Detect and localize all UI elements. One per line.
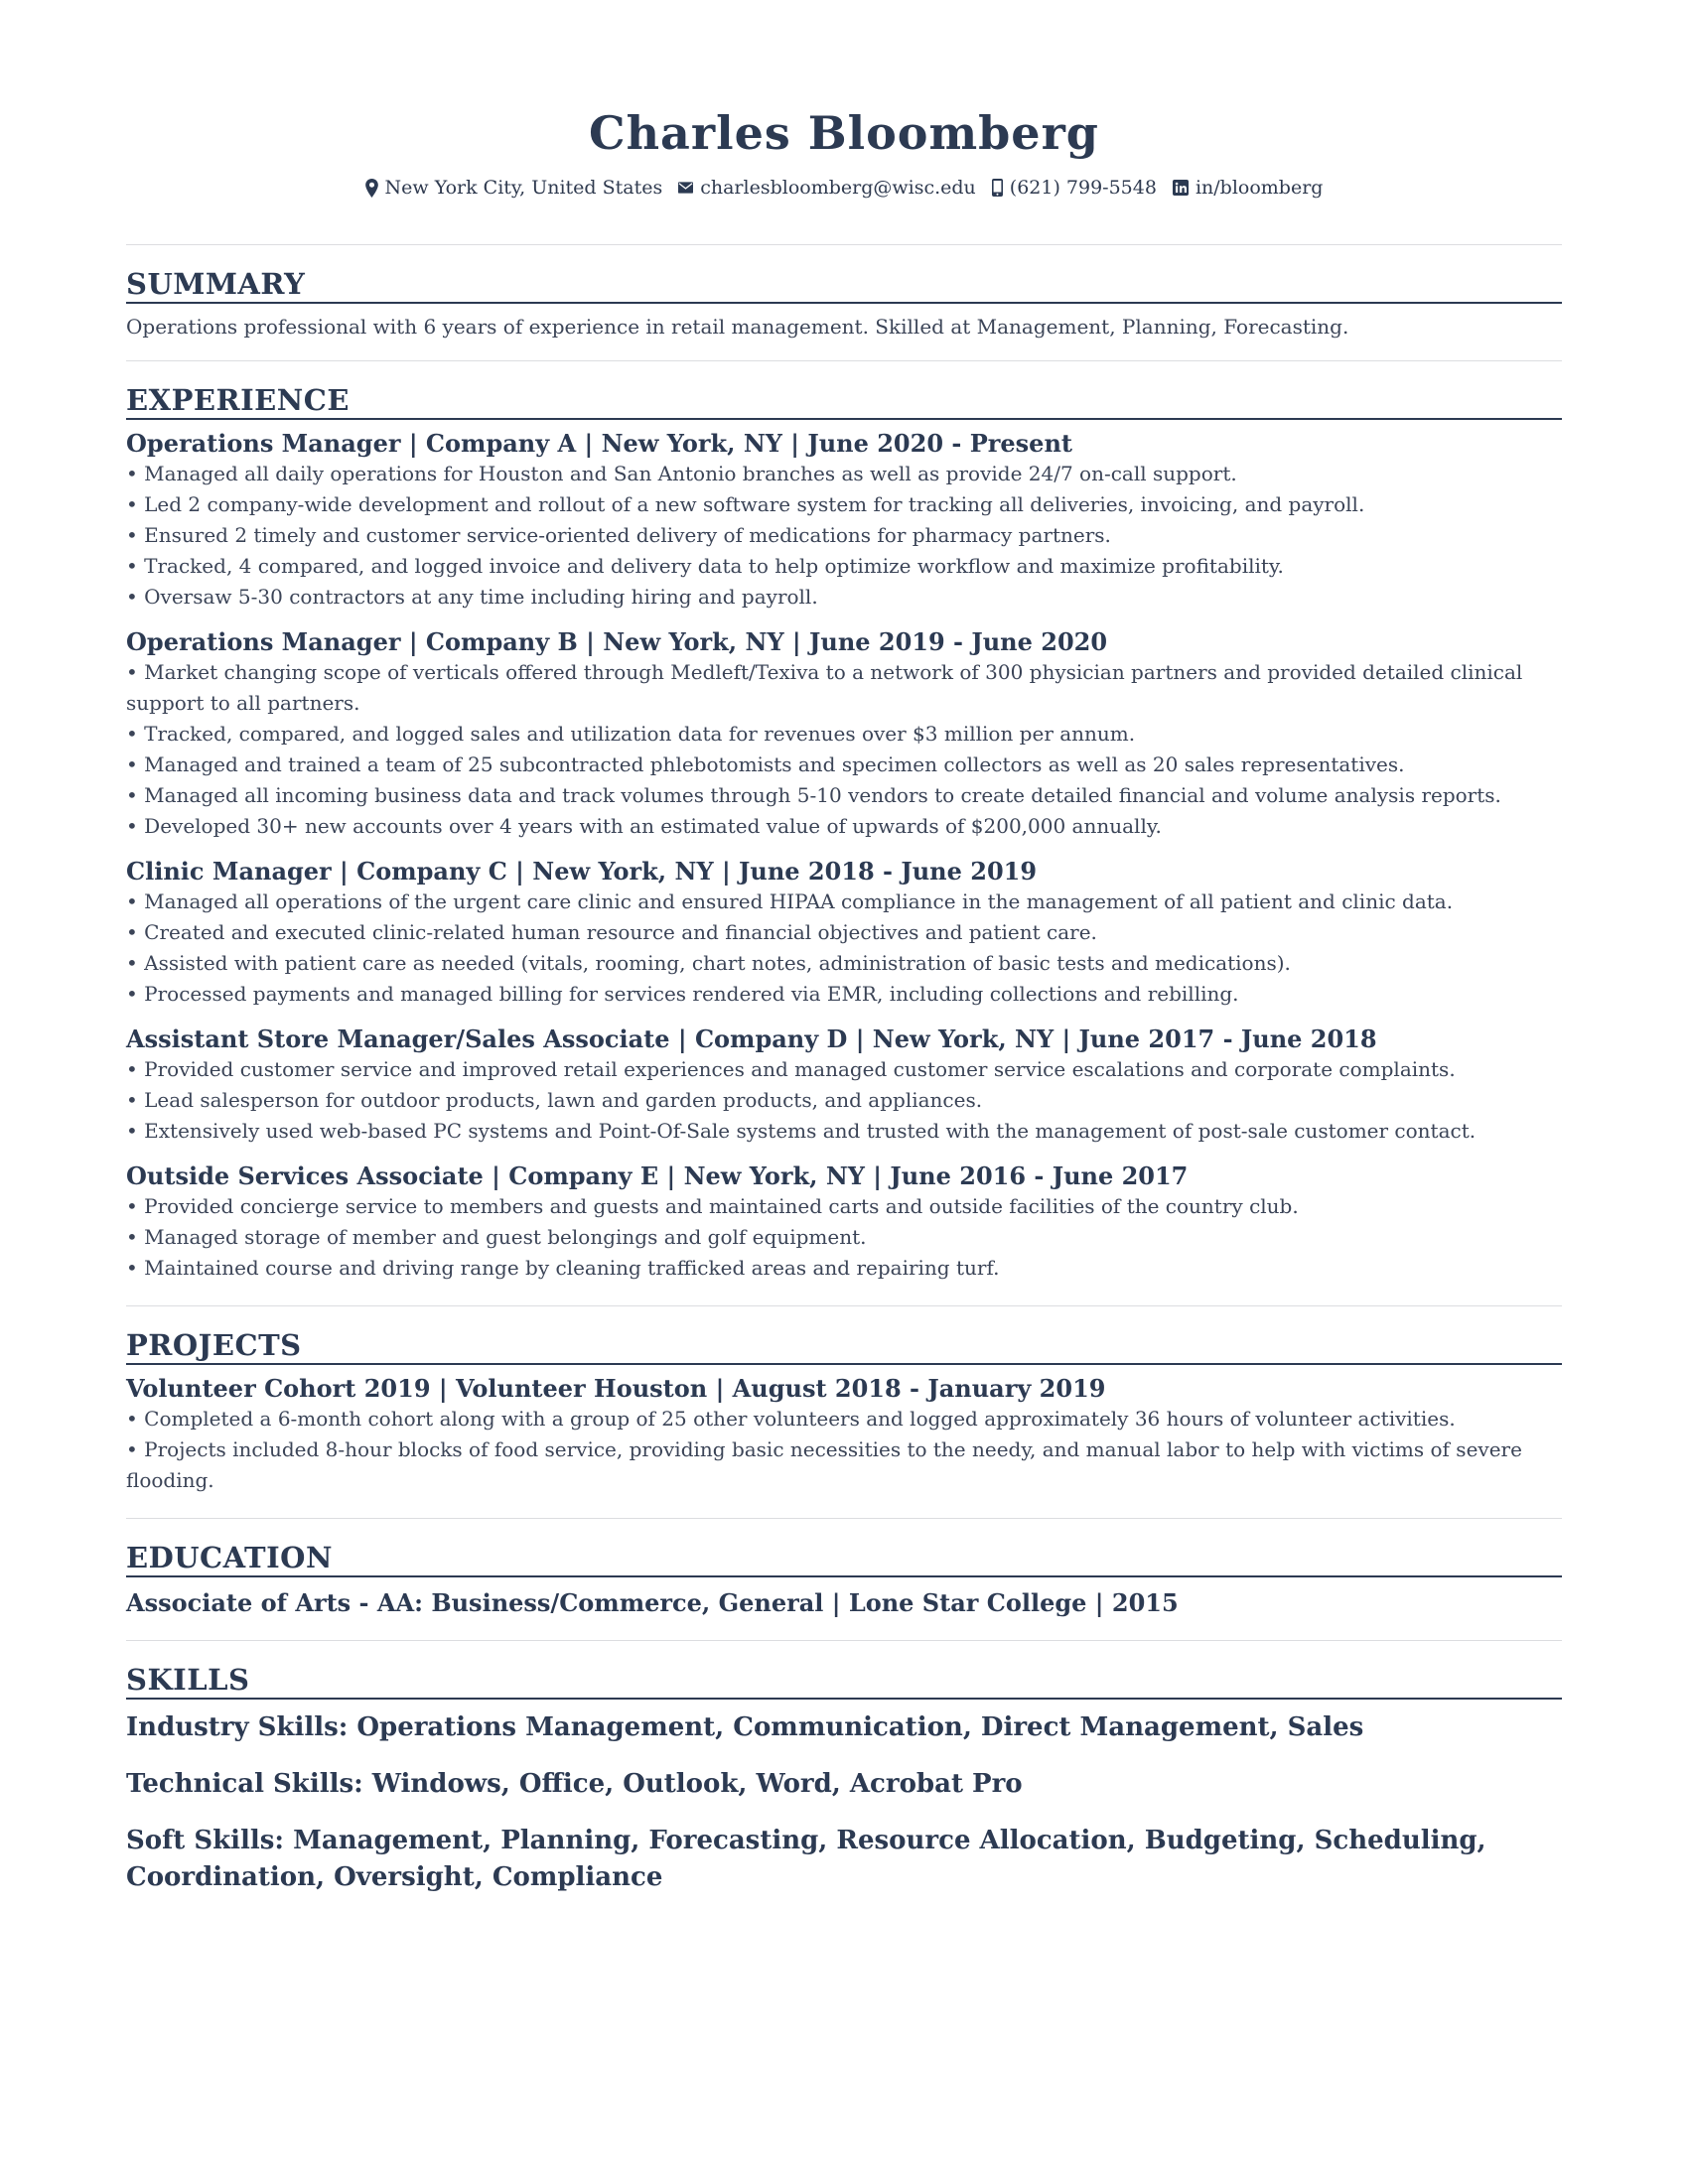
summary-text: Operations professional with 6 years of experience in retail management. Skilled at Management, Planning, Forecasting. [126,315,1349,339]
experience-heading: EXPERIENCE [126,382,1562,420]
envelope-icon [678,182,693,194]
email-link[interactable]: charlesbloomberg@wisc.edu [700,177,976,199]
candidate-name: Charles Bloomberg [589,106,1099,160]
linkedin-icon [1173,180,1189,196]
summary-heading: SUMMARY [126,266,1562,304]
bullet: • Assisted with patient care as needed (vitals, rooming, chart notes, administration of basic tests and medications). [126,951,1291,975]
entry-title: Operations Manager | Company B | New York, NY | June 2019 - June 2020 [126,627,1108,656]
bullet: • Projects included 8-hour blocks of food service, providing basic necessities to the needy, and manual labor to help with victims of severe flooding. [126,1437,1522,1492]
contact-location [365,177,663,199]
bullet: • Developed 30+ new accounts over 4 years with an estimated value of upwards of $200,000 annually. [126,814,1162,838]
experience-entry [126,856,1562,1010]
section-divider [126,1305,1562,1306]
linkedin-link[interactable]: in/bloomberg [1195,177,1324,199]
experience-entry [126,1024,1562,1147]
contact-info [126,175,1562,201]
education-section [126,1540,1562,1618]
bullet: • Managed all operations of the urgent care clinic and ensured HIPAA compliance in the management of all patient and clinic data. [126,889,1454,913]
experience-entry [126,428,1562,613]
bullet: • Provided customer service and improved retail experiences and managed customer service escalations and corporate complaints. [126,1057,1456,1081]
bullet: • Tracked, compared, and logged sales and utilization data for revenues over $3 million per annum. [126,722,1136,746]
entry-title: Volunteer Cohort 2019 | Volunteer Houston | August 2018 - January 2019 [126,1374,1106,1403]
education-entry: Associate of Arts - AA: Business/Commerce, General | Lone Star College | 2015 [126,1588,1179,1617]
location-pin-icon [365,179,378,198]
bullet: • Oversaw 5-30 contractors at any time including hiring and payroll. [126,585,818,609]
skills-line: Technical Skills: Windows, Office, Outlook, Word, Acrobat Pro [126,1769,1023,1799]
skills-line: Soft Skills: Management, Planning, Forecasting, Resource Allocation, Budgeting, Scheduling, Coordination, Oversight, Compliance [126,1826,1486,1892]
summary-section [126,266,1562,342]
bullet: • Managed storage of member and guest belongings and golf equipment. [126,1225,867,1249]
entry-title: Outside Services Associate | Company E | New York, NY | June 2016 - June 2017 [126,1161,1189,1190]
bullet: • Managed and trained a team of 25 subcontracted phlebotomists and specimen collectors as well as 20 sales representatives. [126,752,1405,776]
bullet: • Created and executed clinic-related human resource and financial objectives and patient care. [126,920,1097,944]
projects-section [126,1327,1562,1496]
experience-entry [126,1160,1562,1284]
bullet: • Maintained course and driving range by cleaning trafficked areas and repairing turf. [126,1256,1000,1280]
section-divider [126,1518,1562,1519]
entry-title: Operations Manager | Company A | New York, NY | June 2020 - Present [126,429,1072,458]
bullet: • Tracked, 4 compared, and logged invoice and delivery data to help optimize workflow and maximize profitability. [126,554,1284,578]
contact-email[interactable] [678,177,976,199]
entry-title: Assistant Store Manager/Sales Associate | Company D | New York, NY | June 2017 - June 2018 [126,1024,1377,1053]
skills-line: Industry Skills: Operations Management, Communication, Direct Management, Sales [126,1712,1364,1742]
bullet: • Processed payments and managed billing for services rendered via EMR, including collections and rebilling. [126,982,1239,1006]
entry-title: Clinic Manager | Company C | New York, NY | June 2018 - June 2019 [126,857,1038,886]
skills-heading: SKILLS [126,1662,1562,1700]
bullet: • Led 2 company-wide development and rollout of a new software system for tracking all deliveries, invoicing, and payroll. [126,492,1365,516]
experience-section [126,382,1562,1284]
contact-linkedin[interactable] [1173,177,1324,199]
location-text: New York City, United States [384,177,663,199]
bullet: • Managed all incoming business data and track volumes through 5-10 vendors to create detailed financial and volume analysis reports. [126,783,1501,807]
bullet: • Managed all daily operations for Houston and San Antonio branches as well as provide 24/7 on-call support. [126,462,1237,485]
phone-icon [992,179,1003,197]
section-divider [126,244,1562,245]
bullet: • Lead salesperson for outdoor products, lawn and garden products, and appliances. [126,1088,983,1112]
skills-section [126,1662,1562,1896]
phone-text[interactable]: (621) 799-5548 [1009,177,1157,199]
contact-phone[interactable] [992,177,1157,199]
bullet: • Extensively used web-based PC systems and Point-Of-Sale systems and trusted with the management of post-sale customer contact. [126,1119,1477,1143]
bullet: • Completed a 6-month cohort along with a group of 25 other volunteers and logged approximately 36 hours of volunteer activities. [126,1407,1456,1431]
section-divider [126,360,1562,361]
education-heading: EDUCATION [126,1540,1562,1577]
section-divider [126,1640,1562,1641]
bullet: • Provided concierge service to members and guests and maintained carts and outside facilities of the country club. [126,1194,1299,1218]
bullet: • Ensured 2 timely and customer service-oriented delivery of medications for pharmacy partners. [126,523,1111,547]
experience-entry [126,626,1562,842]
project-entry [126,1373,1562,1496]
bullet: • Market changing scope of verticals offered through Medleft/Texiva to a network of 300 physician partners and provided detailed clinical support to all partners. [126,660,1523,715]
projects-heading: PROJECTS [126,1327,1562,1365]
